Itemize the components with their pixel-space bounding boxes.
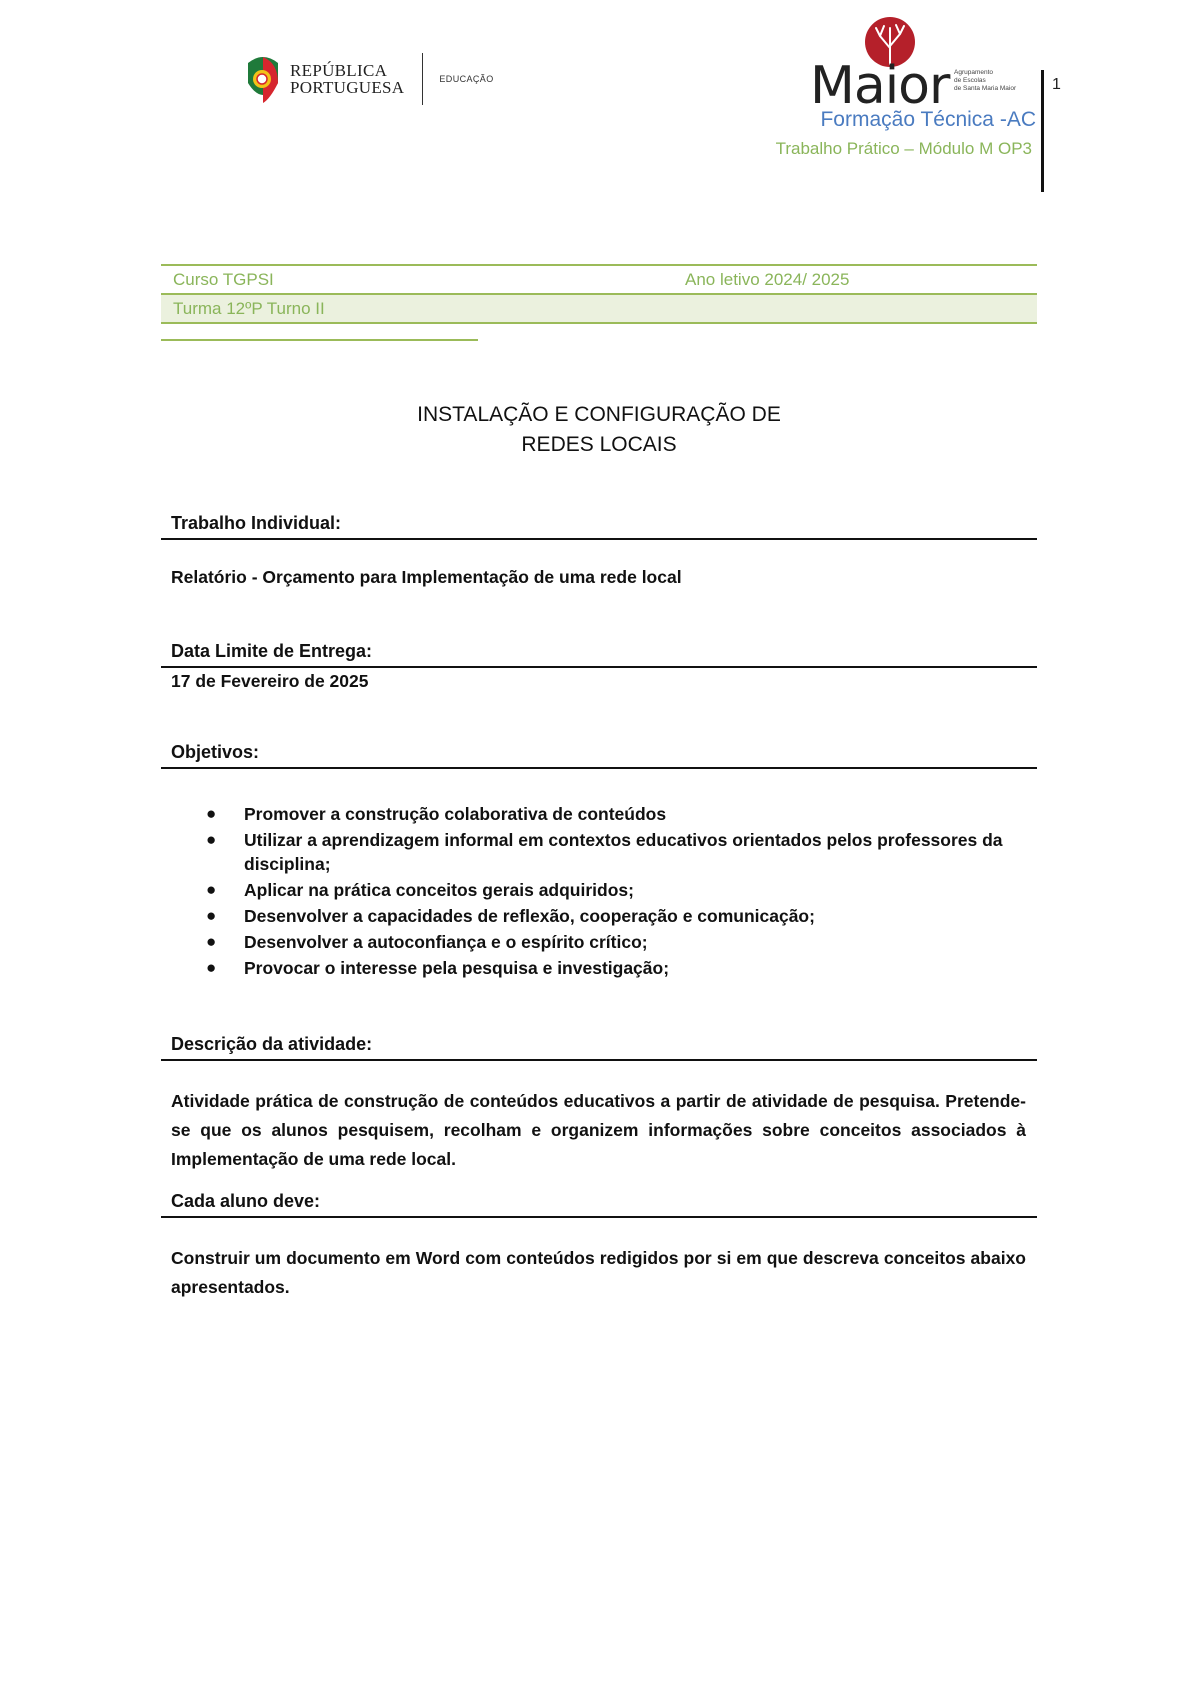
class-shift: Turma 12ºP Turno II <box>173 298 325 318</box>
deadline-date: 17 de Fevereiro de 2025 <box>171 671 369 691</box>
section-heading-cada-aluno: Cada aluno deve: <box>161 1191 1037 1218</box>
header-module: Trabalho Prático – Módulo M OP3 <box>775 139 1032 158</box>
list-item: ● Desenvolver a capacidades de reflexão, cooperação e comunicação; <box>206 906 815 926</box>
bullet-icon: ● <box>206 804 217 823</box>
list-item: ● Aplicar na prática conceitos gerais adquiridos; <box>206 880 634 900</box>
objectives-list <box>204 802 1024 982</box>
bullet-icon: ● <box>206 906 217 925</box>
logo-divider <box>422 53 423 105</box>
gov-department: EDUCAÇÃO <box>439 74 494 84</box>
school-year: Ano letivo 2024/ 2025 <box>685 269 850 289</box>
gov-name-line2: PORTUGUESA <box>290 78 405 97</box>
separator-line <box>161 339 478 341</box>
page-number: 1 <box>1052 76 1061 93</box>
school-name: Maior <box>810 56 950 116</box>
bullet-icon: ● <box>206 880 217 899</box>
bullet-icon: ● <box>206 830 217 849</box>
course-row <box>161 264 1037 293</box>
section-heading-trabalho: Trabalho Individual: <box>161 513 1037 540</box>
list-item: ● Provocar o interesse pela pesquisa e investigação; <box>206 958 670 978</box>
gov-name-line1: REPÚBLICA <box>290 61 388 80</box>
trabalho-description: Relatório - Orçamento para Implementação de uma rede local <box>171 567 682 587</box>
list-item: ● Promover a construção colaborativa de conteúdos <box>206 804 667 824</box>
list-item: ● Utilizar a aprendizagem informal em contextos educativos orientados pelos professores da disciplina; <box>206 830 1003 874</box>
student-task: Construir um documento em Word com conteúdos redigidos por si em que descreva conceitos abaixo apresentados. <box>171 1248 1026 1297</box>
activity-description: Atividade prática de construção de conteúdos educativos a partir de atividade de pesquisa. Pretende-se que os alunos pesquisem, recolham e organizem informações sobre conceitos associados à Implementação de uma rede local. <box>171 1091 1026 1169</box>
section-heading-deadline: Data Limite de Entrega: <box>161 641 1037 668</box>
section-heading-descricao: Descrição da atividade: <box>161 1034 1037 1061</box>
bullet-icon: ● <box>206 958 217 977</box>
course-info-table <box>161 264 1037 324</box>
school-subtitle: Agrupamento de Escolas de Santa Maria Maior <box>954 69 1017 92</box>
portugal-emblem-icon <box>244 53 282 105</box>
republica-portuguesa-logo <box>244 52 504 106</box>
course-name: Curso TGPSI <box>173 269 274 289</box>
bullet-icon: ● <box>206 932 217 951</box>
school-logo <box>810 16 1036 116</box>
document-title: INSTALAÇÃO E CONFIGURAÇÃO DE REDES LOCAIS <box>417 403 781 456</box>
header-course-type: Formação Técnica -AC <box>820 108 1036 131</box>
list-item: ● Desenvolver a autoconfiança e o espírito crítico; <box>206 932 648 952</box>
header-divider <box>1041 70 1044 192</box>
section-heading-objetivos: Objetivos: <box>161 742 1037 769</box>
class-row <box>161 293 1037 324</box>
